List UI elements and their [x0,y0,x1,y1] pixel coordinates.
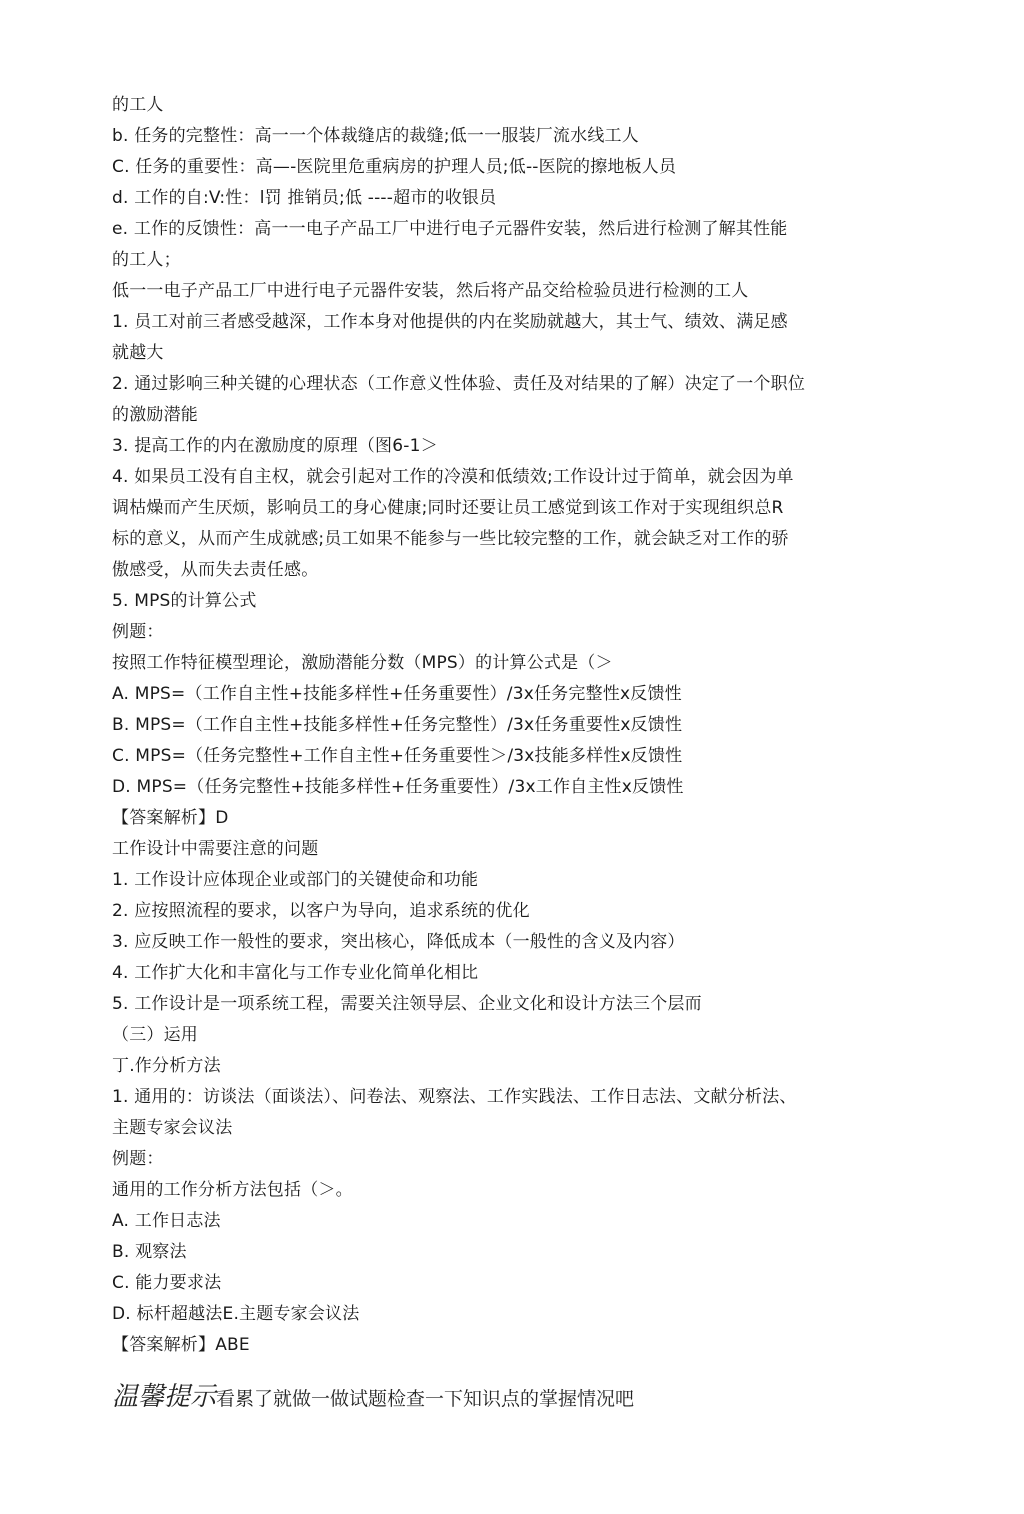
text-line: 2. 通过影响三种关键的心理状态（工作意义性体验、责任及对结果的了解）决定了一个职位 [112,374,806,394]
text-line: 通用的工作分析方法包括（＞。 [112,1180,353,1200]
text-line: 低一一电子产品工厂中进行电子元器件安装，然后将产品交给检验员进行检测的工人 [112,281,749,301]
option-b: B. MPS=（工作自主性+技能多样性+任务完整性）/3x任务重要性x反馈性 [112,715,683,735]
answer-explanation: 【答案解析】ABE [112,1335,250,1355]
text-line: 1. 通用的：访谈法（面谈法）、问卷法、观察法、工作实践法、工作日志法、文献分析法、 [112,1087,797,1107]
tip-footer [112,1376,634,1413]
text-line: 4. 工作扩大化和丰富化与工作专业化简单化相比 [112,963,479,983]
text-line: 傲感受，从而失去责任感。 [112,560,319,580]
option-c: C. 能力要求法 [112,1273,222,1293]
text-line: 按照工作特征模型理论，激励潜能分数（MPS）的计算公式是（＞ [112,653,613,673]
text-line: 的工人 [112,95,164,115]
text-line: 3. 应反映工作一般性的要求，突出核心，降低成本（一般性的含义及内容） [112,932,685,952]
option-d: D. 标杆超越法E.主题专家会议法 [112,1304,360,1324]
text-line: 主题专家会议法 [112,1118,233,1138]
option-c: C. MPS=（任务完整性+工作自主性+任务重要性＞/3x技能多样性x反馈性 [112,746,683,766]
section-heading: 工作设计中需要注意的问题 [112,839,319,859]
text-line: 1. 员工对前三者感受越深，工作本身对他提供的内在奖励就越大，其士气、绩效、满足感 [112,312,788,332]
section-heading: 丁.作分析方法 [112,1056,221,1076]
text-line: 2. 应按照流程的要求，以客户为导向，追求系统的优化 [112,901,530,921]
tip-text: 看累了就做一做试题检查一下知识点的掌握情况吧 [216,1388,635,1410]
text-line: 1. 工作设计应体现企业或部门的关键使命和功能 [112,870,479,890]
answer-explanation: 【答案解析】D [112,808,229,828]
text-line: 4. 如果员工没有自主权，就会引起对工作的冷漠和低绩效;工作设计过于简单，就会因为单 [112,467,794,487]
text-line: 就越大 [112,343,164,363]
option-a: A. MPS=（工作自主性+技能多样性+任务重要性）/3x任务完整性x反馈性 [112,684,682,704]
text-line: 标的意义，从而产生成就感;员工如果不能参与一些比较完整的工作，就会缺乏对工作的骄 [112,529,789,549]
section-heading: （三）运用 [112,1025,198,1045]
text-line: 3. 提高工作的内在激励度的原理（图6-1＞ [112,436,438,456]
text-line: e. 工作的反馈性：高一一电子产品工厂中进行电子元器件安装，然后进行检测了解其性能 [112,219,788,239]
text-line: 的激励潜能 [112,405,198,425]
text-line: C. 任务的重要性：高—-医院里危重病房的护理人员;低--医院的擦地板人员 [112,157,677,177]
document-body [112,90,902,1361]
text-line: 的工人； [112,250,181,270]
text-line: 例题： [112,1149,164,1169]
text-line: b. 任务的完整性：高一一个体裁缝店的裁缝;低一一服装厂流水线工人 [112,126,639,146]
option-a: A. 工作日志法 [112,1211,221,1231]
text-line: d. 工作的自:V:性：l罚 推销员;低 ----超市的收银员 [112,188,497,208]
text-line: 5. 工作设计是一项系统工程，需要关注领导层、企业文化和设计方法三个层而 [112,994,702,1014]
text-line: 调枯燥而产生厌烦，影响员工的身心健康;同时还要让员工感觉到该工作对于实现组织总R [112,498,784,518]
tip-label: 温馨提示 [112,1382,217,1412]
option-d: D. MPS=（任务完整性+技能多样性+任务重要性）/3x工作自主性x反馈性 [112,777,684,797]
text-line: 5. MPS的计算公式 [112,591,257,611]
option-b: B. 观察法 [112,1242,187,1262]
text-line: 例题： [112,622,164,642]
